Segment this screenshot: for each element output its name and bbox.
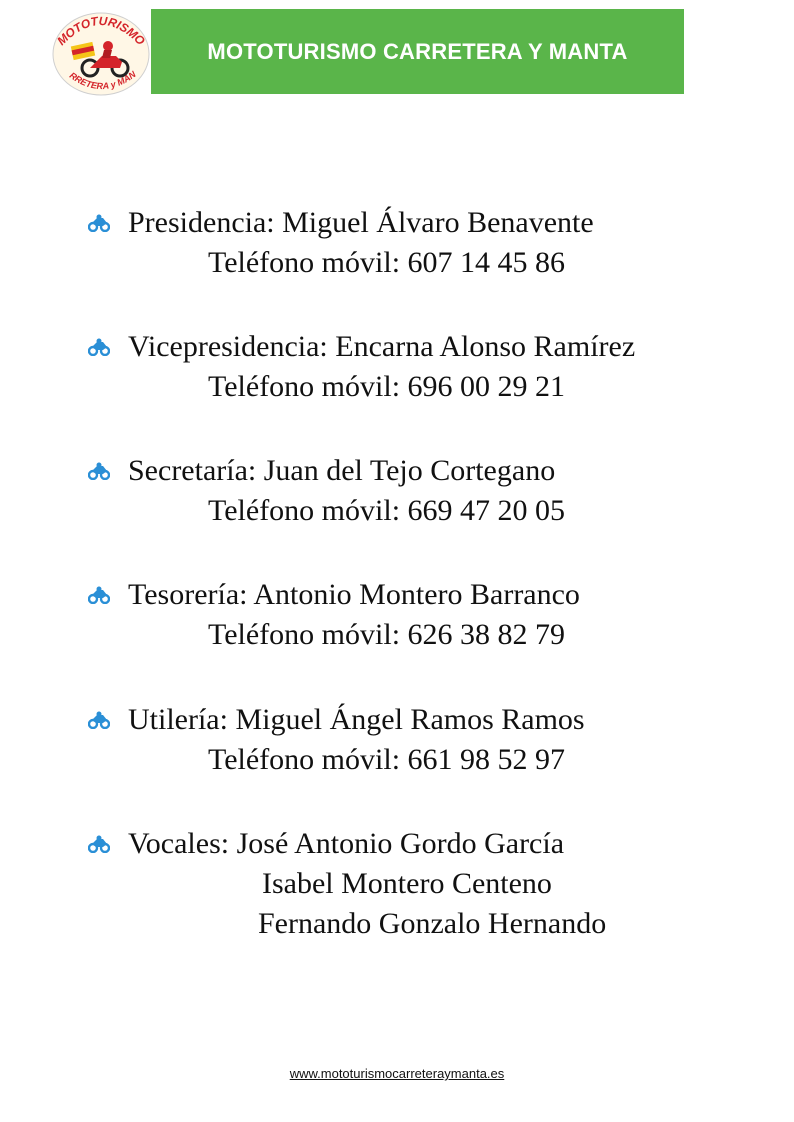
footer	[0, 1066, 794, 1081]
vocal-name: Isabel Montero Centeno	[262, 867, 552, 900]
role-line: Utilería: Miguel Ángel Ramos Ramos	[128, 703, 585, 736]
header-title: MOTOTURISMO CARRETERA Y MANTA	[207, 38, 628, 64]
motorcycle-icon	[88, 711, 110, 729]
phone-line: Teléfono móvil: 607 14 45 86	[208, 246, 566, 279]
logo-text-top: MOTOTURISMO	[54, 13, 148, 48]
role-line: Tesorería: Antonio Montero Barranco	[128, 578, 580, 611]
header-banner	[151, 9, 684, 94]
phone-line: Teléfono móvil: 661 98 52 97	[208, 743, 566, 776]
phone-line: Teléfono móvil: 669 47 20 05	[208, 494, 566, 527]
role-line: Presidencia: Miguel Álvaro Benavente	[128, 206, 594, 239]
phone-line: Teléfono móvil: 696 00 29 21	[208, 370, 566, 403]
motorcycle-icon	[88, 462, 110, 480]
role-line: Secretaría: Juan del Tejo Cortegano	[128, 454, 556, 487]
club-logo	[50, 10, 152, 98]
motorcycle-icon	[88, 338, 110, 356]
motorcycle-icon	[88, 586, 110, 604]
role-line: Vocales: José Antonio Gordo García	[128, 827, 565, 860]
phone-line: Teléfono móvil: 626 38 82 79	[208, 618, 566, 651]
logo-text-bottom: RRETERA y MAN	[67, 69, 138, 92]
vocal-name: Fernando Gonzalo Hernando	[258, 907, 607, 940]
motorcycle-icon	[88, 214, 110, 232]
motorcycle-icon	[88, 835, 110, 853]
role-line: Vicepresidencia: Encarna Alonso Ramírez	[128, 330, 636, 363]
website-link[interactable]: www.mototurismocarreteraymanta.es	[289, 1066, 505, 1081]
